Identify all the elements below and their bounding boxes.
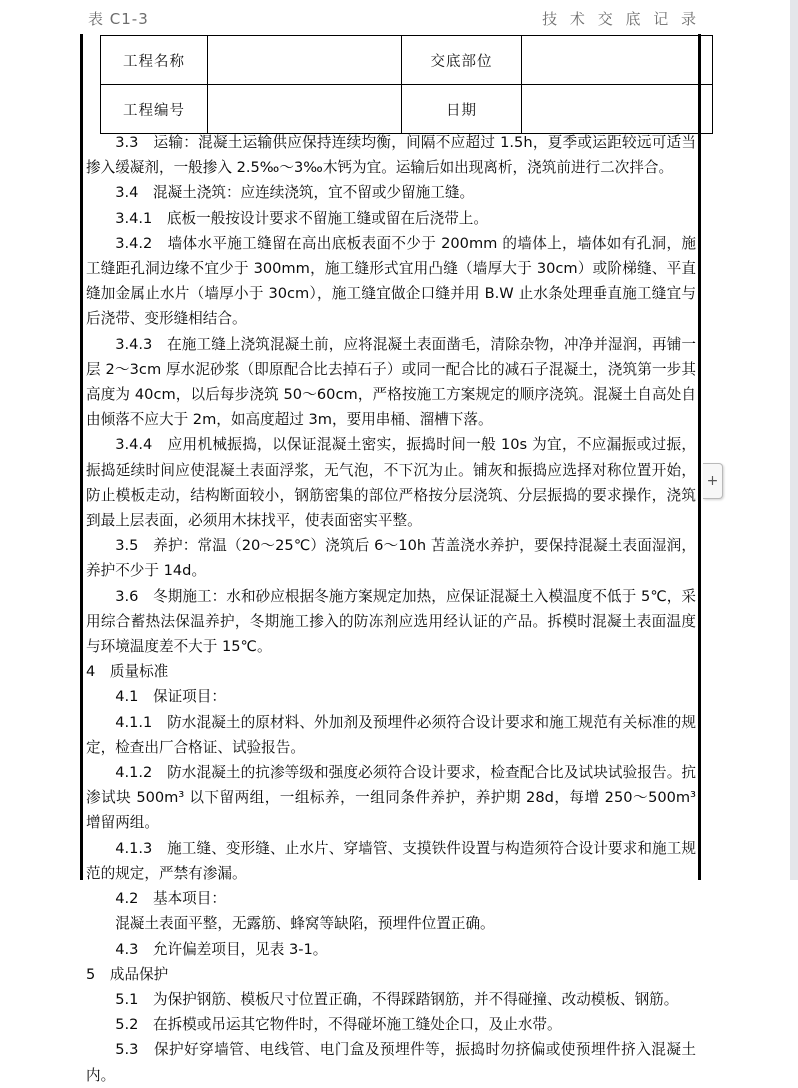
expand-panel-tab-button[interactable]	[703, 463, 723, 499]
body-paragraph: 5.3 保护好穿墙管、电线管、电门盒及预埋件等，振捣时勿挤偏或使预埋件挤入混凝土内。	[86, 1041, 696, 1084]
body-paragraph: 5.1 为保护钢筋、模板尺寸位置正确，不得踩踏钢筋，并不得碰撞、改动模板、钢筋。	[115, 990, 679, 1008]
info-value-cell[interactable]	[522, 36, 713, 85]
info-value-cell[interactable]	[208, 36, 402, 85]
plus-icon: +	[706, 473, 719, 489]
body-paragraph: 4.1.1 防水混凝土的原材料、外加剂及预埋件必须符合设计要求和施工规范有关标准的规定，检查出厂合格证、试验报告。	[86, 713, 696, 756]
body-paragraph: 3.4.3 在施工缝上浇筑混凝土前，应将混凝土表面凿毛，清除杂物，冲净并湿润，再铺一层 2～3cm 厚水泥砂浆（即原配合比去掉石子）或同一配合比的减石子混凝土，浇筑第一步其高度为 40cm，以后每步浇筑 50～60cm，严格按施工方案规定的顺序浇筑。混凝土自高处自由倾落不应大于 2m，如高度超过 3m，要用串桶、溜槽下落。	[86, 335, 696, 429]
body-paragraph: 4 质量标准	[86, 663, 169, 681]
body-paragraph: 4.1 保证项目：	[115, 688, 226, 706]
document-body	[86, 130, 696, 1088]
body-paragraph: 混凝土表面平整，无露筋、蜂窝等缺陷，预埋件位置正确。	[115, 915, 495, 933]
body-paragraph: 4.2 基本项目：	[115, 890, 226, 908]
info-label-cell: 工程名称	[101, 36, 208, 85]
document-title: 技 术 交 底 记 录	[542, 10, 700, 28]
table-row	[101, 36, 713, 85]
project-info-table	[100, 35, 713, 134]
body-paragraph: 3.5 养护：常温（20～25℃）浇筑后 6～10h 苫盖浇水养护，要保持混凝土表面湿润，养护不少于 14d。	[86, 537, 696, 580]
info-value-cell[interactable]	[208, 85, 402, 134]
info-label-cell: 日期	[402, 85, 522, 134]
body-paragraph: 3.4.2 墙体水平施工缝留在高出底板表面不少于 200mm 的墙体上，墙体如有孔洞，施工缝距孔洞边缘不宜少于 300mm，施工缝形式宜用凸缝（墙厚大于 30cm）或阶梯缝、平直缝加金属止水片（墙厚小于 30cm），施工缝宜做企口缝并用 B.W 止水条处理垂直施工缝宜与后浇带、变形缝相结合。	[86, 234, 696, 328]
body-paragraph: 3.4 混凝土浇筑：应连续浇筑，宜不留或少留施工缝。	[115, 184, 475, 202]
body-paragraph: 4.1.2 防水混凝土的抗渗等级和强度必须符合设计要求，检查配合比及试块试验报告。抗渗试块 500m³ 以下留两组，一组标养，一组同条件养护，养护期 28d，每增 250～500m³ 增留两组。	[86, 764, 696, 832]
table-row	[101, 85, 713, 134]
body-paragraph: 3.4.4 应用机械振捣，以保证混凝土密实，振捣时间一般 10s 为宜，不应漏振或过振，振捣延续时间应使混凝土表面浮浆，无气泡，不下沉为止。铺灰和振捣应选择对称位置开始，防止模板走动，结构断面较小，钢筋密集的部位严格按分层浇筑、分层振捣的要求操作，浇筑到最上层表面，必须用木抹找平，使表面密实平整。	[86, 436, 696, 530]
form-code-label: 表 C1-3	[88, 10, 149, 28]
page-border-right	[698, 34, 701, 880]
body-paragraph: 3.6 冬期施工：水和砂应根据冬施方案规定加热，应保证混凝土入模温度不低于 5℃，采用综合蓄热法保温养护，冬期施工掺入的防冻剂应选用经认证的产品。拆模时混凝土表面温度与环境温度差不大于 15℃。	[86, 587, 696, 656]
body-paragraph: 3.3 运输：混凝土运输供应保持连续均衡，间隔不应超过 1.5h，夏季或运距较远可适当掺入缓凝剂，一般掺入 2.5‰～3‰木钙为宜。运输后如出现离析，浇筑前进行二次拌合。	[86, 134, 696, 177]
page-border-left	[80, 34, 83, 880]
document-running-header	[80, 6, 700, 34]
body-paragraph: 5 成品保护	[86, 965, 169, 983]
info-label-cell: 工程编号	[101, 85, 208, 134]
body-paragraph: 4.3 允许偏差项目，见表 3-1。	[115, 940, 328, 958]
info-label-cell: 交底部位	[402, 36, 522, 85]
body-paragraph: 4.1.3 施工缝、变形缝、止水片、穿墙管、支摸铁件设置与构造须符合设计要求和施工规范的规定，严禁有渗漏。	[86, 839, 696, 882]
info-value-cell[interactable]	[522, 85, 713, 134]
window-right-gutter	[790, 0, 798, 880]
body-paragraph: 3.4.1 底板一般按设计要求不留施工缝或留在后浇带上。	[115, 209, 488, 227]
body-paragraph: 5.2 在拆模或吊运其它物件时，不得碰坏施工缝处企口，及止水带。	[115, 1016, 562, 1034]
